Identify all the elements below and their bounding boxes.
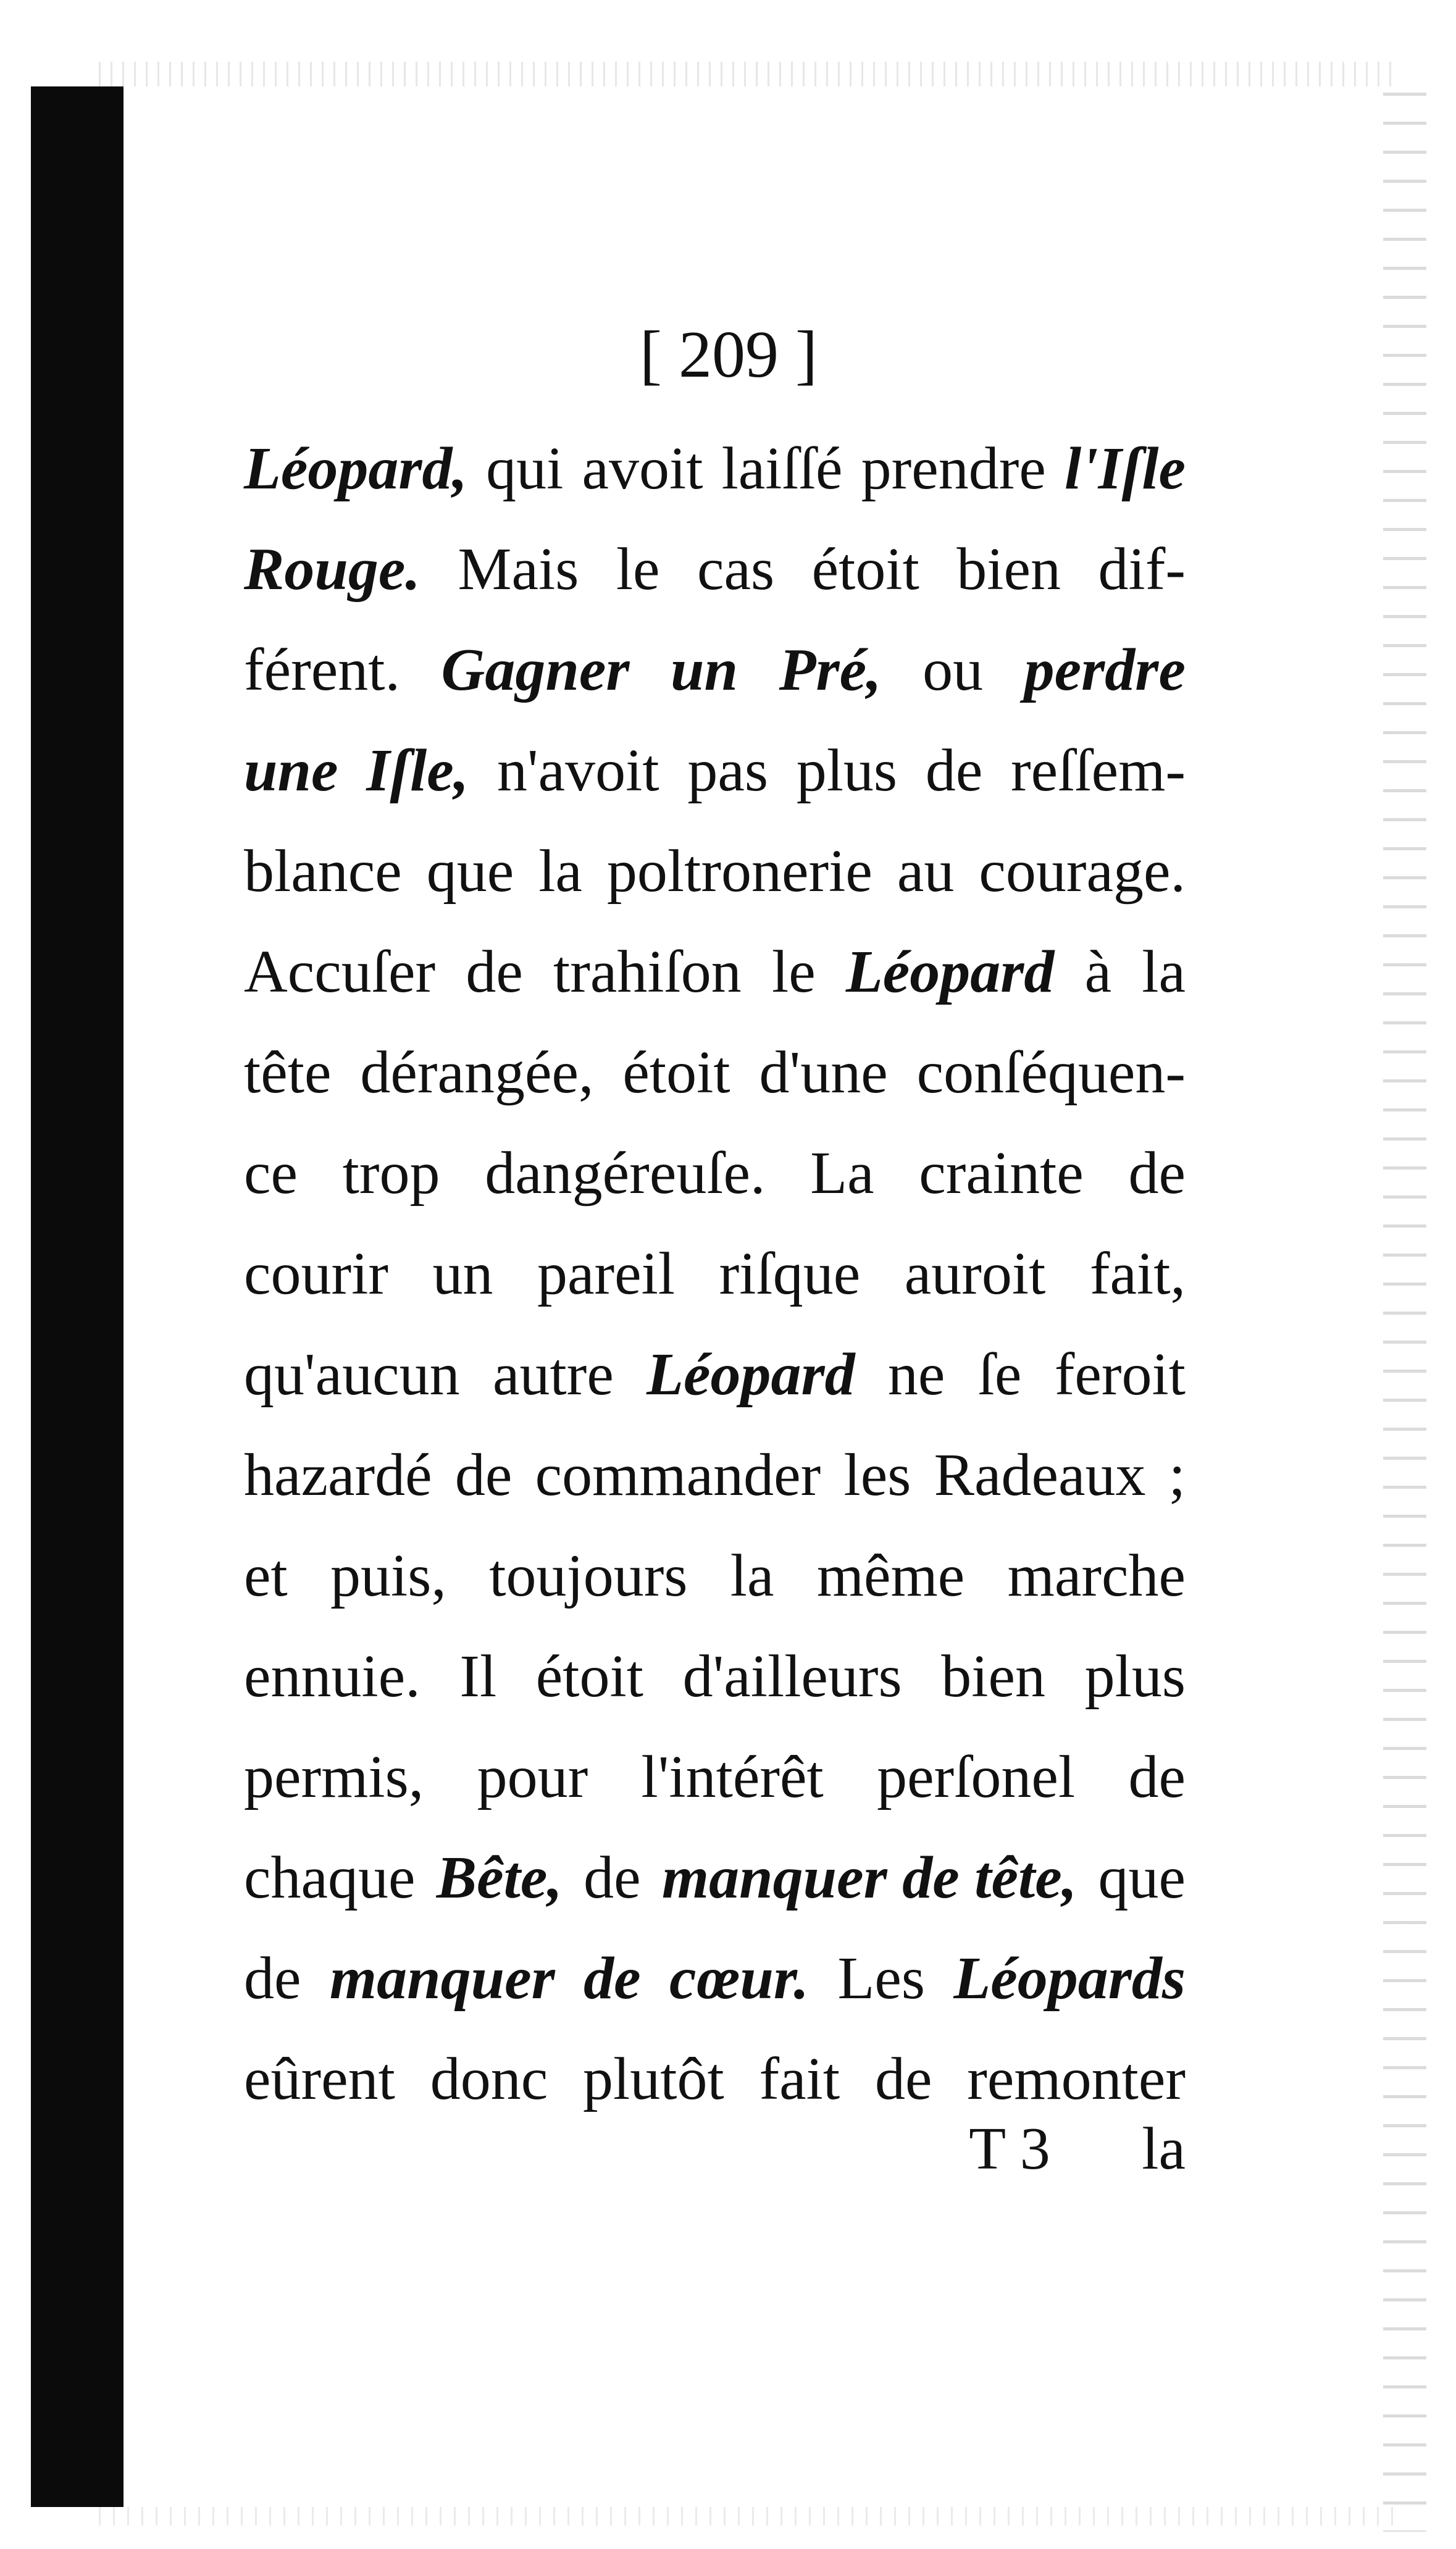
word: d'ailleurs [682, 1643, 902, 1710]
word: crainte [919, 1140, 1084, 1207]
word: l'intérêt [641, 1744, 824, 1810]
text-line [244, 1224, 1186, 1325]
italic-word: cœur. [669, 1945, 810, 2012]
word: qu'aucun [244, 1341, 460, 1408]
word: la [730, 1542, 774, 1609]
signature-mark: T 3 [969, 2116, 1050, 2182]
text-line [244, 821, 1186, 922]
italic-word: un [671, 637, 738, 703]
page-edge-right [1383, 93, 1426, 2532]
word: à [1084, 939, 1112, 1005]
word: chaque [244, 1844, 416, 1911]
word: ou [923, 637, 984, 703]
word: ne [887, 1341, 945, 1408]
word: étoit [622, 1039, 730, 1106]
italic-word: Pré, [779, 637, 882, 703]
text-line [244, 1123, 1186, 1224]
text-line [244, 419, 1186, 519]
text-line [244, 1928, 1186, 2029]
text-line [244, 1727, 1186, 1828]
word: courir [244, 1241, 388, 1307]
italic-word: Bête, [436, 1844, 563, 1911]
word: étoit [535, 1643, 643, 1710]
word: pour [477, 1744, 588, 1810]
italic-word: Léopard [845, 939, 1055, 1005]
word: plus [796, 737, 898, 804]
word: perſonel [877, 1744, 1076, 1810]
word: de [925, 737, 983, 804]
word: avoit [582, 435, 703, 502]
word: auroit [904, 1241, 1046, 1307]
word: de [584, 1844, 641, 1911]
word: trop [342, 1140, 440, 1207]
word: de [454, 1442, 513, 1509]
word: blance [244, 838, 402, 905]
word: de [874, 2046, 932, 2112]
word: eûrent [244, 2046, 395, 2112]
text-line [244, 1828, 1186, 1928]
word: de [1128, 1744, 1186, 1810]
page-edge-bottom [99, 2507, 1395, 2526]
italic-word: perdre [1024, 637, 1186, 703]
italic-word: Léopards [953, 1945, 1186, 2012]
word: que [1098, 1844, 1186, 1911]
word: férent. [244, 637, 400, 703]
word: de [1128, 1140, 1186, 1207]
word: courage. [979, 838, 1186, 905]
word: hazardé [244, 1442, 432, 1509]
word: laiſſé [721, 435, 843, 502]
catchword: la [1142, 2116, 1186, 2182]
body-text [244, 419, 1186, 2130]
word: le [771, 939, 816, 1005]
word: riſque [719, 1241, 861, 1307]
word: remonter [967, 2046, 1186, 2112]
text-line [244, 1325, 1186, 1425]
word: ce [244, 1140, 298, 1207]
page-number: [ 209 ] [640, 318, 818, 391]
word: de [466, 939, 523, 1005]
page-edge-top [99, 62, 1395, 86]
italic-word: manquer de tête, [661, 1844, 1077, 1911]
word: pareil [537, 1241, 676, 1307]
word: ſe [977, 1341, 1022, 1408]
word: Radeaux [934, 1442, 1146, 1509]
word: de [244, 1945, 301, 2012]
italic-word: Iſle, [366, 737, 469, 804]
word: Mais [458, 536, 579, 603]
word: et [244, 1542, 288, 1609]
word: la [538, 838, 582, 905]
word: fait [759, 2046, 840, 2112]
word: d'une [759, 1039, 888, 1106]
word: reſſem- [1011, 737, 1186, 804]
word: La [810, 1140, 874, 1207]
word: dérangée, [360, 1039, 594, 1106]
text-line [244, 620, 1186, 721]
word: les [843, 1442, 911, 1509]
word: étoit [811, 536, 919, 603]
word: n'avoit [496, 737, 659, 804]
book-spine-shadow [31, 86, 123, 2507]
italic-word: Rouge. [244, 536, 420, 603]
word: Il [459, 1643, 497, 1710]
word: prendre [861, 435, 1046, 502]
word: dangéreuſe. [485, 1140, 766, 1207]
word: bien [941, 1643, 1046, 1710]
italic-word: de [584, 1945, 641, 2012]
word: le [616, 536, 660, 603]
word: plus [1084, 1643, 1186, 1710]
word: permis, [244, 1744, 424, 1810]
word: plutôt [583, 2046, 724, 2112]
text-line [244, 1425, 1186, 1526]
word: que [426, 838, 514, 905]
text-line [244, 1626, 1186, 1727]
italic-word: une [244, 737, 338, 804]
italic-word: Léopard, [244, 435, 467, 502]
italic-word: l'Iſle [1064, 435, 1186, 502]
word: puis, [330, 1542, 446, 1609]
word: même [816, 1542, 965, 1609]
word: cas [697, 536, 775, 603]
text-line [244, 922, 1186, 1023]
word: tête [244, 1039, 332, 1106]
text-line [244, 721, 1186, 821]
text-line [244, 1526, 1186, 1626]
word: poltronerie [606, 838, 872, 905]
word: Les [837, 1945, 925, 2012]
word: autre [492, 1341, 614, 1408]
word: ennuie. [244, 1643, 420, 1710]
word: ; [1168, 1442, 1186, 1509]
word: marche [1007, 1542, 1186, 1609]
word: trahiſon [553, 939, 742, 1005]
word: commander [535, 1442, 821, 1509]
word: donc [430, 2046, 548, 2112]
word: un [432, 1241, 493, 1307]
word: la [1142, 939, 1186, 1005]
word: feroit [1054, 1341, 1186, 1408]
word: au [897, 838, 955, 905]
word: Accuſer [244, 939, 436, 1005]
word: dif- [1098, 536, 1186, 603]
italic-word: manquer [329, 1945, 555, 2012]
text-line [244, 519, 1186, 620]
italic-word: Léopard [646, 1341, 855, 1408]
page-footer [244, 2103, 1186, 2195]
word: bien [956, 536, 1061, 603]
word: pas [687, 737, 768, 804]
text-line [244, 1023, 1186, 1123]
word: toujours [489, 1542, 688, 1609]
italic-word: Gagner [441, 637, 630, 703]
word: qui [486, 435, 564, 502]
word: conſéquen- [916, 1039, 1186, 1106]
word: fait, [1089, 1241, 1186, 1307]
